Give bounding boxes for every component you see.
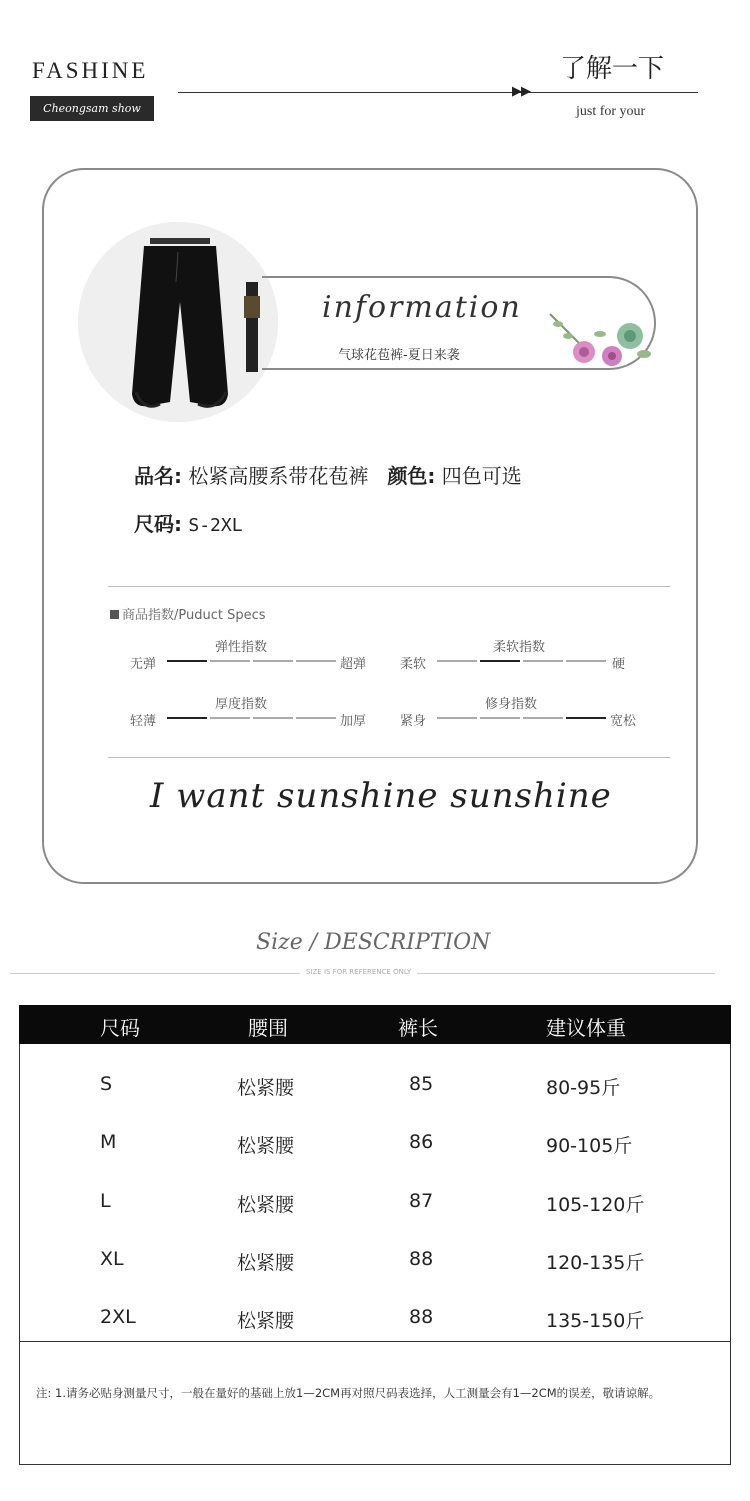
info-subtitle: 气球花苞裤-夏日来袭 [338,348,460,363]
size-info-line [134,508,243,537]
table-header-cell: 建议体重 [546,1016,626,1040]
scale-right-label: 加厚 [340,714,367,729]
scale-left-label: 轻薄 [130,714,157,729]
product-label: 品名: [134,464,182,488]
table-header-cell: 裤长 [398,1016,438,1040]
size-section-title: Size / DESCRIPTION [256,930,491,955]
scale-segment [437,660,477,662]
table-cell: S [100,1073,113,1095]
scale-left-label: 紧身 [400,714,427,729]
scale-segment [437,717,477,719]
scale-segment [523,717,563,719]
specs-title-text: 商品指数/Puduct Specs [122,608,266,623]
table-cell: 松紧腰 [237,1135,295,1157]
table-cell: 2XL [100,1306,136,1328]
header-subtitle: just for your [576,104,646,119]
color-label: 颜色: [387,464,436,488]
header-divider [178,92,698,93]
scale-segment [523,660,563,662]
table-cell: 87 [409,1190,434,1212]
scale-left-label: 无弹 [130,657,157,672]
table-cell: M [100,1131,117,1153]
flower-decoration-icon [540,304,660,378]
table-cell: 松紧腰 [237,1310,295,1332]
table-cell: 88 [409,1306,434,1328]
table-cell: 80-95斤 [546,1077,621,1099]
table-cell: L [100,1190,111,1212]
measurement-note: 注: 1.请务必贴身测量尺寸，一般在量好的基础上放1—2CM再对照尺码表选择，人工测量会有1—2CM的误差，敬请谅解。 [36,1386,661,1400]
scale-segment [296,660,336,662]
scale-segment [210,717,250,719]
scale-elasticity [130,636,380,676]
scale-segment [566,717,606,719]
arrow-right-icon: ▶▶ [512,84,530,99]
table-cell: 105-120斤 [546,1194,645,1216]
scale-segment [296,717,336,719]
table-header-cell: 尺码 [100,1016,140,1040]
scale-segment [566,660,606,662]
color-value: 四色可选 [441,464,522,488]
scale-right-label: 硬 [612,657,626,672]
brand-tagline: Cheongsam show [30,96,154,121]
size-value: S-2XL [188,515,243,536]
scale-right-label: 超弹 [340,657,367,672]
scale-segment [253,717,293,719]
slogan: I want sunshine sunshine [150,776,612,816]
scale-right-label: 宽松 [610,714,637,729]
brand-logo: FASHINE [32,58,149,83]
table-cell: 88 [409,1248,434,1270]
size-label: 尺码: [134,512,182,536]
size-reference-note: SIZE IS FOR REFERENCE ONLY [300,968,417,976]
scale-segment [253,660,293,662]
scale-title: 弹性指数 [215,640,268,655]
table-cell: 120-135斤 [546,1252,645,1274]
scale-title: 柔软指数 [493,640,546,655]
table-cell: 松紧腰 [237,1077,295,1099]
scale-thickness [130,693,380,733]
table-cell: 松紧腰 [237,1194,295,1216]
scale-left-label: 柔软 [400,657,427,672]
specs-bottom-rule [108,757,670,758]
scale-segment [480,717,520,719]
table-cell: 85 [409,1073,434,1095]
table-cell: 松紧腰 [237,1252,295,1274]
scale-segment [167,660,207,662]
scale-segment [480,660,520,662]
note-box [19,1341,731,1465]
product-value: 松紧高腰系带花苞裤 [188,464,369,488]
product-photo [78,222,278,422]
scale-segment [210,660,250,662]
table-cell: 90-105斤 [546,1135,633,1157]
table-cell: 135-150斤 [546,1310,645,1332]
scale-fit [400,693,650,733]
specs-top-rule [108,586,670,587]
info-script-title: information [322,290,522,325]
scale-softness [400,636,640,676]
specs-title [110,604,266,623]
table-cell: 86 [409,1131,434,1153]
scale-segment [167,717,207,719]
scale-title: 修身指数 [485,697,538,712]
header-title: 了解一下 [560,54,665,84]
scale-title: 厚度指数 [215,697,268,712]
product-info-line [134,460,522,489]
table-cell: XL [100,1248,124,1270]
table-header-cell: 腰围 [248,1016,288,1040]
